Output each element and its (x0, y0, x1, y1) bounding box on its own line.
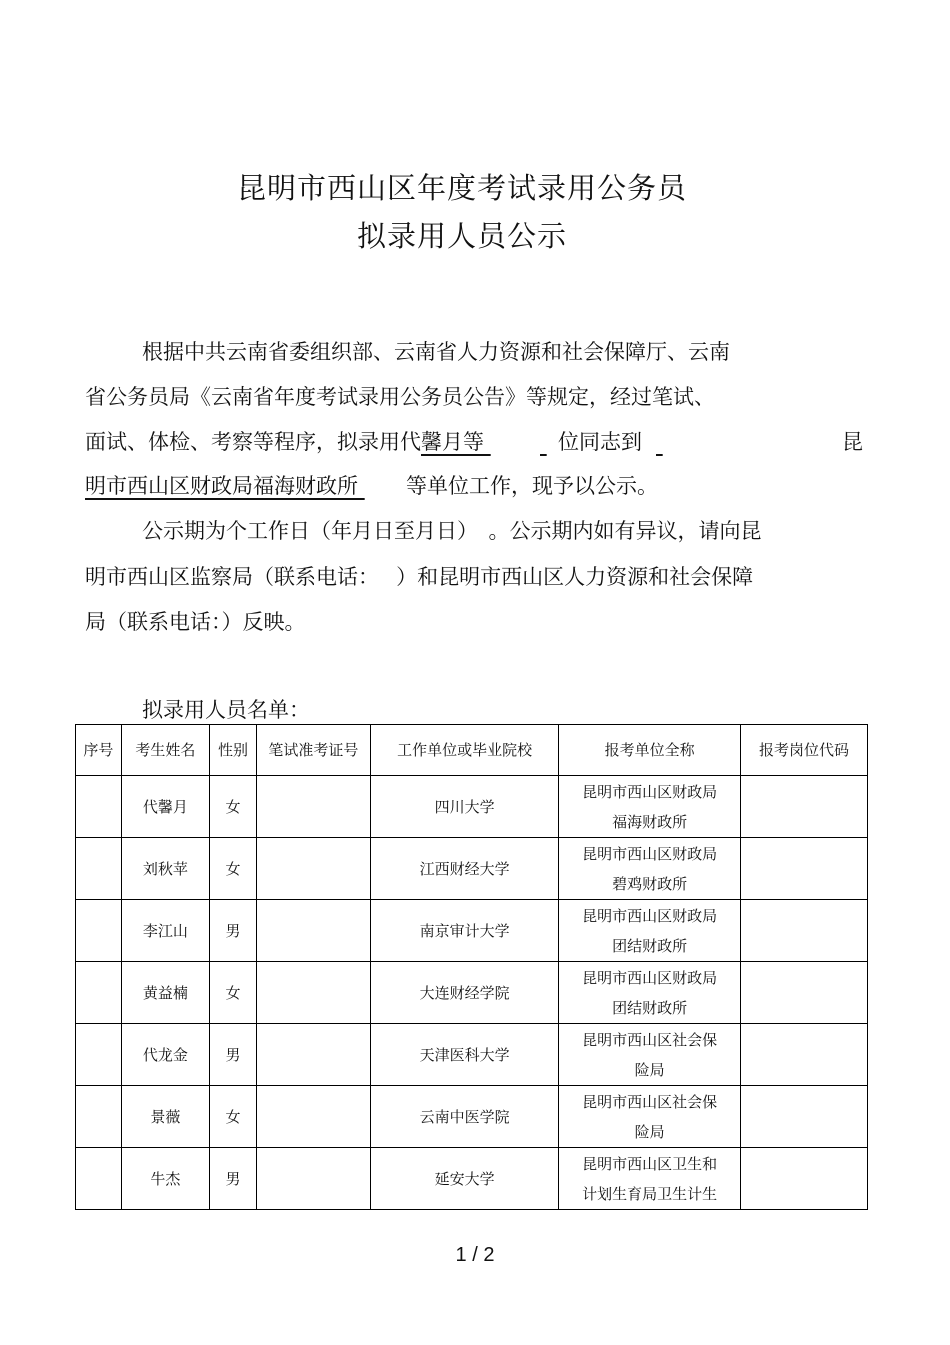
cell-gender: 女 (210, 838, 257, 900)
cell-gender: 女 (210, 776, 257, 838)
cell-post-code (740, 900, 867, 962)
cell-exam-id (256, 962, 370, 1024)
unit-line2: 福海财政所 (612, 812, 688, 831)
cell-school: 江西财经大学 (370, 838, 558, 900)
unit-line2: 团结财政所 (612, 936, 688, 955)
cell-gender: 男 (210, 1024, 257, 1086)
doc-title-line2: 拟录用人员公示 (356, 219, 567, 253)
cell-index (76, 900, 122, 962)
unit-line2: 碧鸡财政所 (612, 874, 688, 893)
cell-index (76, 1148, 122, 1210)
cell-name: 李江山 (121, 900, 209, 962)
header-cell: 报考岗位代码 (740, 725, 867, 776)
unit-line1: 昆明市西山区财政局 (582, 844, 718, 863)
cell-school: 云南中医学院 (370, 1086, 558, 1148)
cell-gender: 男 (210, 900, 257, 962)
para1-line3-d: 昆 (842, 430, 863, 454)
cell-gender: 女 (210, 962, 257, 1024)
cell-post-code (740, 1086, 867, 1148)
cell-index (76, 962, 122, 1024)
unit-line1: 昆明市西山区财政局 (582, 782, 718, 801)
cell-exam-id (256, 900, 370, 962)
para2-line1: 公示期为个工作日（年月日至月日） 。公示期内如有异议，请向昆 (142, 519, 762, 543)
cell-name: 刘秋苹 (121, 838, 209, 900)
unit-line1: 昆明市西山区社会保 (582, 1030, 718, 1049)
cell-unit (559, 900, 741, 962)
cell-post-code (740, 962, 867, 1024)
cell-unit (559, 962, 741, 1024)
count-blank (540, 430, 558, 454)
cell-post-code (740, 776, 867, 838)
unit-line1: 昆明市西山区卫生和 (582, 1154, 718, 1173)
unit-line2: 团结财政所 (612, 998, 688, 1017)
unit-line2: 险局 (634, 1122, 665, 1141)
cell-name: 代龙金 (121, 1024, 209, 1086)
header-cell: 考生姓名 (121, 725, 209, 776)
para1-line4-b: 等单位工作，现予以公示。 (406, 474, 658, 498)
header-cell: 工作单位或毕业院校 (370, 725, 558, 776)
cell-index (76, 1024, 122, 1086)
cell-unit (559, 776, 741, 838)
header-cell: 性别 (210, 725, 257, 776)
cell-name: 黄益楠 (121, 962, 209, 1024)
cell-school: 南京审计大学 (370, 900, 558, 962)
cell-unit (559, 1086, 741, 1148)
table-row (76, 1086, 868, 1148)
cell-post-code (740, 1024, 867, 1086)
unit-line2: 险局 (634, 1060, 665, 1079)
cell-index (76, 776, 122, 838)
para1-line3-c: 位同志到 (558, 430, 642, 454)
table-row (76, 776, 868, 838)
cell-school: 大连财经学院 (370, 962, 558, 1024)
cell-gender: 女 (210, 1086, 257, 1148)
cell-exam-id (256, 1024, 370, 1086)
para1-line1: 根据中共云南省委组织部、云南省人力资源和社会保障厅、云南 (142, 340, 730, 364)
cell-unit (559, 838, 741, 900)
blank-underline (484, 430, 514, 454)
cell-school: 天津医科大学 (370, 1024, 558, 1086)
para1-line3 (85, 426, 863, 456)
header-cell: 报考单位全称 (559, 725, 741, 776)
cell-school: 四川大学 (370, 776, 558, 838)
roster-table (75, 724, 868, 1210)
cell-index (76, 838, 122, 900)
para2-line2: 明市西山区监察局（联系电话： ）和昆明市西山区人力资源和社会保障 (85, 565, 754, 589)
para1-line4 (85, 470, 658, 500)
table-row (76, 1148, 868, 1210)
list-label: 拟录用人员名单： (142, 698, 310, 722)
header-cell: 序号 (76, 725, 122, 776)
cell-name: 代馨月 (121, 776, 209, 838)
cell-post-code (740, 1148, 867, 1210)
cell-exam-id (256, 1148, 370, 1210)
cell-exam-id (256, 838, 370, 900)
unit-line1: 昆明市西山区财政局 (582, 906, 718, 925)
table-row (76, 1024, 868, 1086)
cell-name: 景薇 (121, 1086, 209, 1148)
cell-post-code (740, 838, 867, 900)
table-row (76, 838, 868, 900)
table-row (76, 962, 868, 1024)
table-row (76, 900, 868, 962)
doc-title-line1: 昆明市西山区年度考试录用公务员 (236, 171, 687, 205)
appointee-name: 馨月等 (421, 430, 484, 454)
cell-unit (559, 1148, 741, 1210)
unit-line1: 昆明市西山区社会保 (582, 1092, 718, 1111)
cell-gender: 男 (210, 1148, 257, 1210)
unit-blank (656, 430, 770, 454)
cell-school: 延安大学 (370, 1148, 558, 1210)
unit-line2: 计划生育局卫生计生 (582, 1184, 718, 1203)
table-header-row (76, 725, 868, 776)
header-cell: 笔试准考证号 (256, 725, 370, 776)
para1-line3-a: 面试、体检、考察等程序，拟录用代 (85, 430, 421, 454)
work-unit-name: 明市西山区财政局福海财政所 (85, 474, 358, 498)
para2-line3: 局（联系电话：）反映。 (85, 610, 306, 634)
cell-index (76, 1086, 122, 1148)
page-indicator: 1 / 2 (455, 1244, 495, 1266)
cell-unit (559, 1024, 741, 1086)
cell-exam-id (256, 1086, 370, 1148)
unit-line1: 昆明市西山区财政局 (582, 968, 718, 987)
para1-line2: 省公务员局《云南省年度考试录用公务员公告》等规定，经过笔试、 (85, 385, 715, 409)
cell-exam-id (256, 776, 370, 838)
cell-name: 牛杰 (121, 1148, 209, 1210)
